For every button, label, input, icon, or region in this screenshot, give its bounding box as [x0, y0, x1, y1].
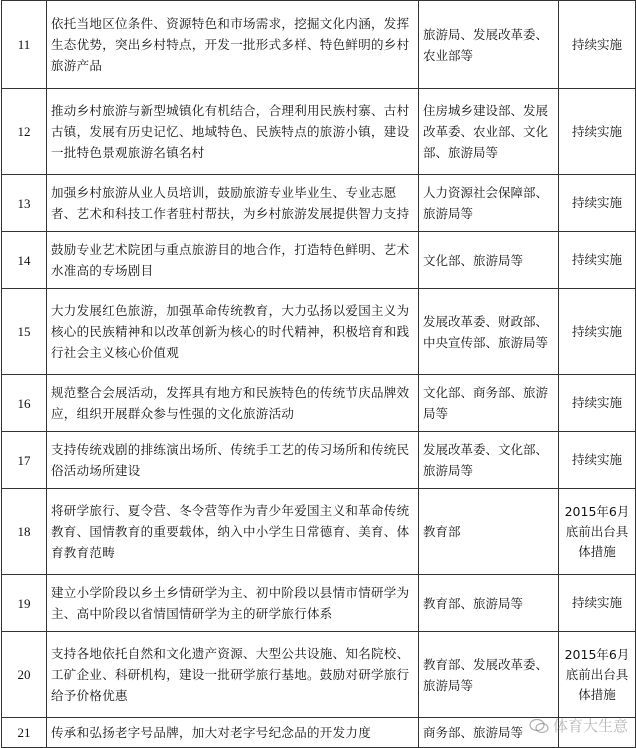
- table-row: [2, 289, 636, 375]
- task-description: 依托当地区位条件、资源特色和市场需求，挖掘文化内涵，发挥生态优势，突出乡村特点，开发一批形式多样、特色鲜明的乡村旅游产品: [47, 1, 419, 89]
- timeline: 持续实施: [559, 289, 636, 375]
- timeline: 持续实施: [559, 575, 636, 632]
- task-description: 传承和弘扬老字号品牌，加大对老字号纪念品的开发力度: [47, 718, 419, 748]
- responsible-departments: 住房城乡建设部、发展改革委、农业部、文化部、旅游局等: [419, 89, 559, 175]
- timeline: 持续实施: [559, 232, 636, 289]
- row-number: 16: [2, 375, 47, 432]
- table-row: [2, 432, 636, 489]
- timeline: 持续实施: [559, 175, 636, 232]
- task-description: 支持各地依托自然和文化遗产资源、大型公共设施、知名院校、工矿企业、科研机构，建设一批研学旅行基地。鼓励对研学旅行给予价格优惠: [47, 632, 419, 718]
- responsible-departments: 文化部、商务部、旅游局等: [419, 375, 559, 432]
- task-description: 将研学旅行、夏令营、冬令营等作为青少年爱国主义和革命传统教育、国情教育的重要载体，纳入中小学生日常德育、美育、体育教育范畴: [47, 489, 419, 575]
- table-row: [2, 489, 636, 575]
- row-number: 18: [2, 489, 47, 575]
- row-number: 12: [2, 89, 47, 175]
- responsible-departments: 发展改革委、文化部、旅游局等: [419, 432, 559, 489]
- row-number: 13: [2, 175, 47, 232]
- task-description: 鼓励专业艺术院团与重点旅游目的地合作，打造特色鲜明、艺术水准高的专场剧目: [47, 232, 419, 289]
- responsible-departments: 教育部、发展改革委、旅游局等: [419, 632, 559, 718]
- policy-table: [1, 0, 636, 748]
- watermark-text: 体育大生意: [552, 717, 628, 735]
- row-number: 20: [2, 632, 47, 718]
- responsible-departments: 教育部、旅游局等: [419, 575, 559, 632]
- task-description: 规范整合会展活动，发挥具有地方和民族特色的传统节庆品牌效应，组织开展群众参与性强的文化旅游活动: [47, 375, 419, 432]
- task-description: 推动乡村旅游与新型城镇化有机结合，合理利用民族村寨、古村古镇，发展有历史记忆、地域特色、民族特点的旅游小镇，建设一批特色景观旅游名镇名村: [47, 89, 419, 175]
- task-description: 大力发展红色旅游，加强革命传统教育，大力弘扬以爱国主义为核心的民族精神和以改革创新为核心的时代精神，积极培育和践行社会主义核心价值观: [47, 289, 419, 375]
- table-row: [2, 575, 636, 632]
- responsible-departments: 商务部、旅游局等: [419, 718, 559, 748]
- wechat-icon: [529, 718, 549, 734]
- row-number: 11: [2, 1, 47, 89]
- timeline: 持续实施: [559, 89, 636, 175]
- responsible-departments: 教育部: [419, 489, 559, 575]
- table-row: [2, 232, 636, 289]
- responsible-departments: 人力资源社会保障部、旅游局等: [419, 175, 559, 232]
- task-description: 支持传统戏剧的排练演出场所、传统手工艺的传习场所和传统民俗活动场所建设: [47, 432, 419, 489]
- table-row: [2, 1, 636, 89]
- responsible-departments: 文化部、旅游局等: [419, 232, 559, 289]
- row-number: 14: [2, 232, 47, 289]
- task-description: 建立小学阶段以乡土乡情研学为主、初中阶段以县情市情研学为主、高中阶段以省情国情研学为主的研学旅行体系: [47, 575, 419, 632]
- timeline: 2015年6月底前出台具体措施: [559, 489, 636, 575]
- table-row: [2, 175, 636, 232]
- timeline: 持续实施: [559, 1, 636, 89]
- responsible-departments: 旅游局、发展改革委、农业部等: [419, 1, 559, 89]
- responsible-departments: 发展改革委、财政部、中央宣传部、旅游局等: [419, 289, 559, 375]
- timeline: 2015年6月底前出台具体措施: [559, 632, 636, 718]
- watermark: [529, 715, 628, 736]
- table-row: [2, 89, 636, 175]
- table-row: [2, 375, 636, 432]
- table-row: [2, 632, 636, 718]
- row-number: 15: [2, 289, 47, 375]
- timeline: 持续实施: [559, 375, 636, 432]
- timeline: 持续实施: [559, 432, 636, 489]
- row-number: 17: [2, 432, 47, 489]
- row-number: 19: [2, 575, 47, 632]
- row-number: 21: [2, 718, 47, 748]
- task-description: 加强乡村旅游从业人员培训，鼓励旅游专业毕业生、专业志愿者、艺术和科技工作者驻村帮扶，为乡村旅游发展提供智力支持: [47, 175, 419, 232]
